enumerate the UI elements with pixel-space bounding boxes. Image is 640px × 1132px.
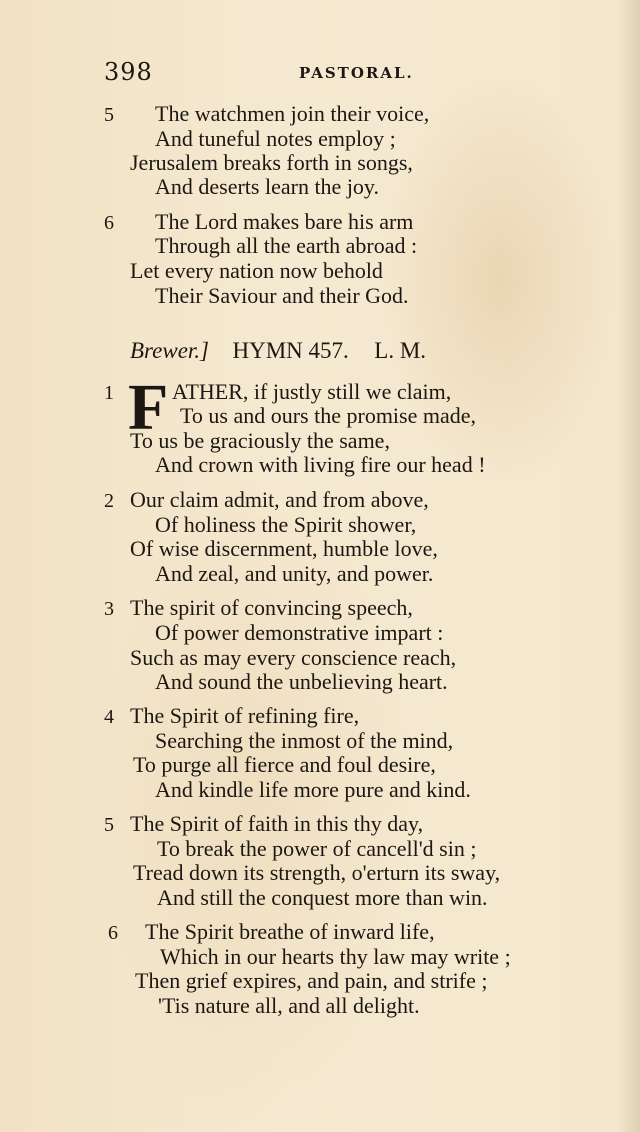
verse-line: The spirit of convincing speech, bbox=[130, 595, 413, 620]
verse-line: Then grief expires, and pain, and strife ; bbox=[135, 968, 488, 993]
verse-line: Let every nation now behold bbox=[130, 258, 383, 283]
verse-line: Searching the inmost of the mind, bbox=[155, 728, 454, 753]
verse-line: The Spirit breathe of inward life, bbox=[145, 919, 435, 944]
verse-line: And sound the unbelieving heart. bbox=[155, 669, 448, 694]
verse-line: Tread down its strength, o'erturn its sway, bbox=[133, 860, 501, 885]
verse-line: The Spirit of refining fire, bbox=[130, 703, 360, 728]
hymn-meter: L. M. bbox=[374, 338, 427, 363]
verse-number: 6 bbox=[104, 212, 114, 234]
running-head bbox=[104, 58, 474, 88]
verse-number: 4 bbox=[104, 706, 114, 728]
verse-line: The watchmen join their voice, bbox=[155, 101, 430, 126]
verse-number: 3 bbox=[104, 598, 114, 620]
verse-line: Through all the earth abroad : bbox=[155, 233, 418, 258]
verse-line: To purge all fierce and foul desire, bbox=[133, 752, 436, 777]
verse-line: The Spirit of faith in this thy day, bbox=[130, 811, 424, 836]
verse-line: Our claim admit, and from above, bbox=[130, 487, 429, 512]
running-title: PASTORAL. bbox=[299, 64, 414, 82]
hymn-title: HYMN 457. bbox=[232, 338, 349, 363]
drop-cap: F bbox=[128, 371, 169, 444]
verse-line: To us and ours the promise made, bbox=[180, 403, 477, 428]
verse-line: And still the conquest more than win. bbox=[157, 885, 488, 910]
verse-line: Their Saviour and their God. bbox=[155, 283, 409, 308]
verse-line: Which in our hearts thy law may write ; bbox=[160, 944, 511, 969]
composer-name: Brewer.] bbox=[130, 338, 210, 363]
verse-line: To break the power of cancell'd sin ; bbox=[157, 836, 477, 861]
verse-line: To us be graciously the same, bbox=[130, 428, 390, 453]
verse-number: 1 bbox=[104, 382, 114, 404]
verse-line: ATHER, if justly still we claim, bbox=[172, 379, 452, 404]
hymn-heading bbox=[130, 338, 490, 368]
verse-line: And deserts learn the joy. bbox=[155, 174, 380, 199]
verse-line: Of power demonstrative impart : bbox=[155, 620, 444, 645]
verse-line: And zeal, and unity, and power. bbox=[155, 561, 434, 586]
verse-line: 'Tis nature all, and all delight. bbox=[158, 993, 420, 1018]
verse-line: Jerusalem breaks forth in songs, bbox=[130, 150, 413, 175]
verse-line: Such as may every conscience reach, bbox=[130, 645, 457, 670]
verse-line: Of holiness the Spirit shower, bbox=[155, 512, 417, 537]
verse-line: The Lord makes bare his arm bbox=[155, 209, 414, 234]
verse-line: And tuneful notes employ ; bbox=[155, 126, 396, 151]
verse-number: 5 bbox=[104, 104, 114, 126]
verse-number: 2 bbox=[104, 490, 114, 512]
verse-number: 6 bbox=[108, 922, 118, 944]
verse-line: Of wise discernment, humble love, bbox=[130, 536, 438, 561]
verse-number: 5 bbox=[104, 814, 114, 836]
page-number: 398 bbox=[104, 58, 153, 86]
verse-line: And kindle life more pure and kind. bbox=[155, 777, 471, 802]
verse-line: And crown with living fire our head ! bbox=[155, 452, 486, 477]
page-edge-shadow bbox=[618, 0, 640, 1132]
